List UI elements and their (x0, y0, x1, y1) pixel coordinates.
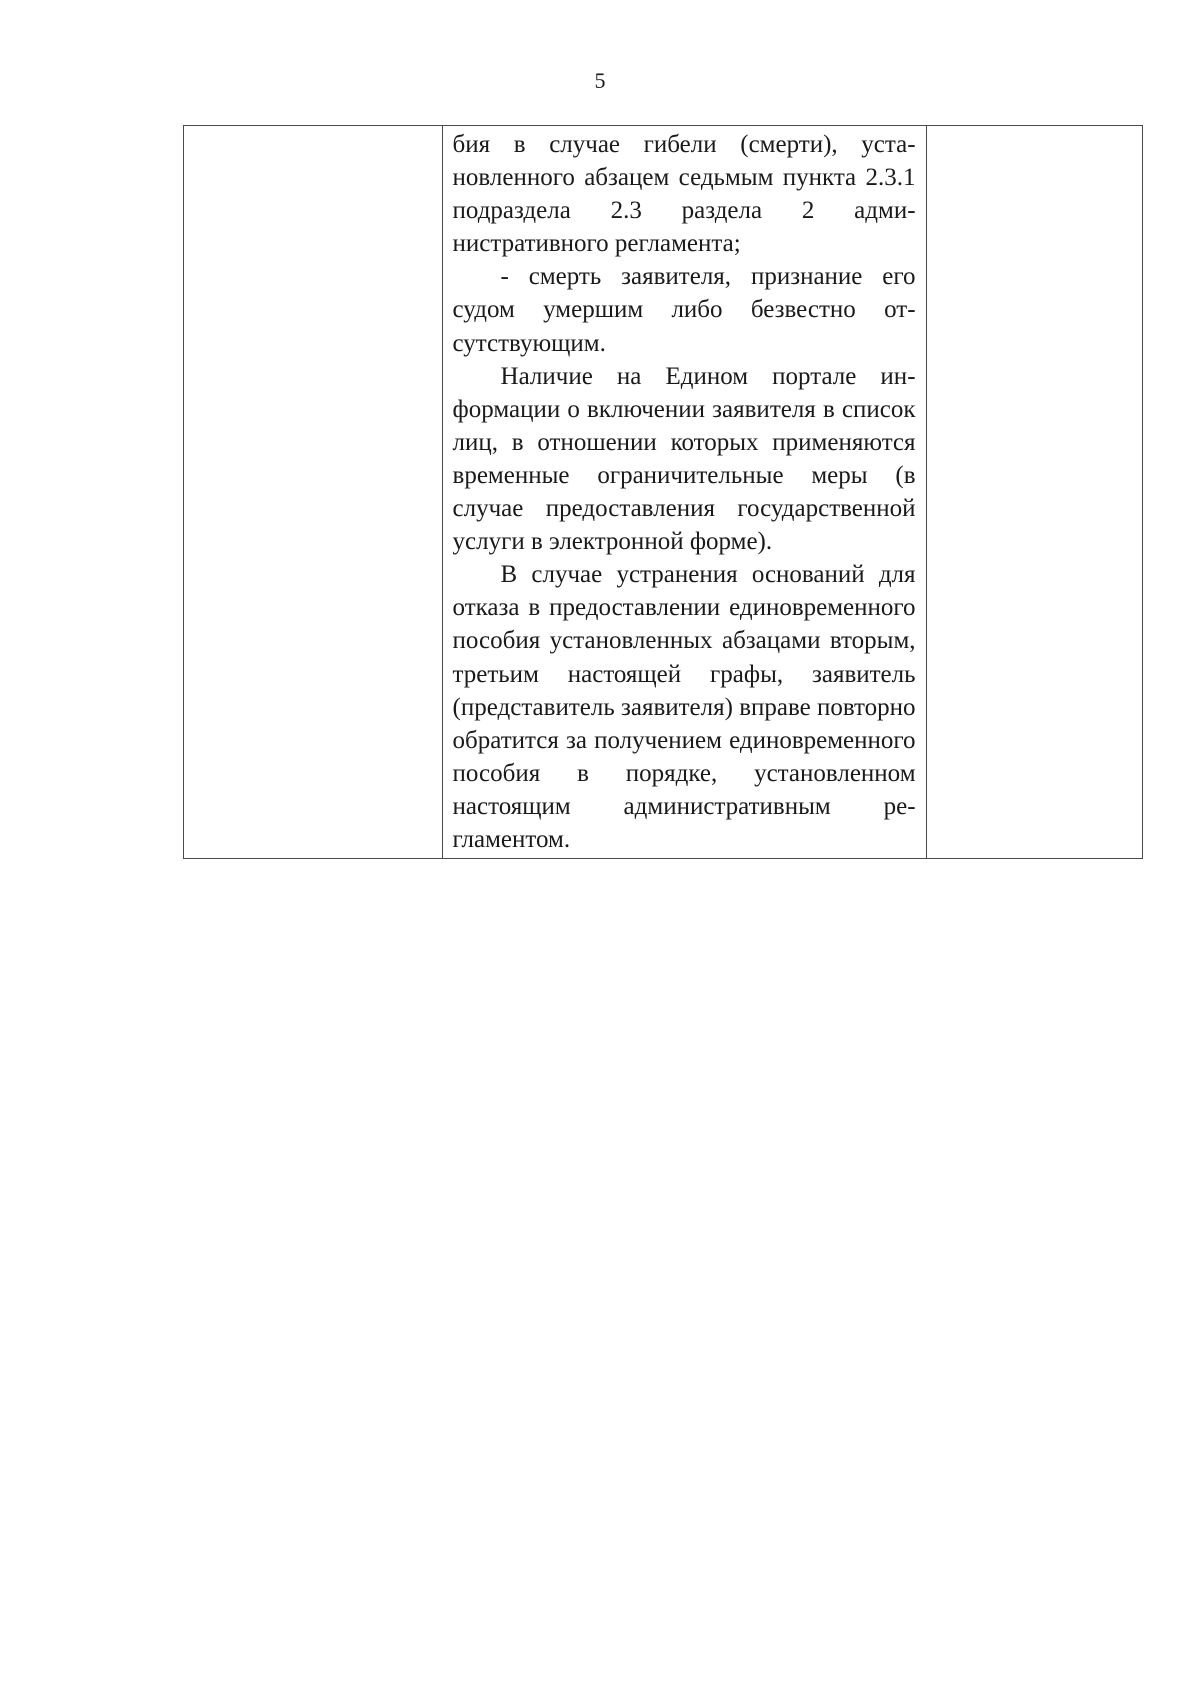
paragraph-repeat-application: В случае устранения оснований для отказа в предоставлении единовременного пособия установленных абзацами вторым, третьим настоящей графы, заявитель (представитель заявителя) вправе повторно обратится за получением единовременного пособия в порядке, установленном настоящим административным регламентом. (452, 561, 916, 853)
paragraph-portal-restrictions: Наличие на Едином портале информации о включении заявителя в список лиц, в отношении которых применяются временные ограничительные меры (в случае предоставления государственной услуги в электронной форме). (452, 362, 916, 556)
paragraph-continuation: бия в случае гибели (смерти), установленного абзацем седьмым пункта 2.3.1 подраздела 2.3 раздела 2 административного регламента; (452, 131, 916, 258)
table-cell-middle (442, 126, 926, 859)
cell-text (443, 126, 926, 858)
table-cell-right (926, 126, 1142, 859)
table-row (184, 126, 1143, 859)
table-cell-left (184, 126, 443, 859)
page-number: 5 (594, 68, 606, 93)
regulation-table (183, 125, 1143, 859)
paragraph-applicant-death: - смерть заявителя, признание его судом умершим либо безвестно отсутствующим. (452, 263, 916, 357)
